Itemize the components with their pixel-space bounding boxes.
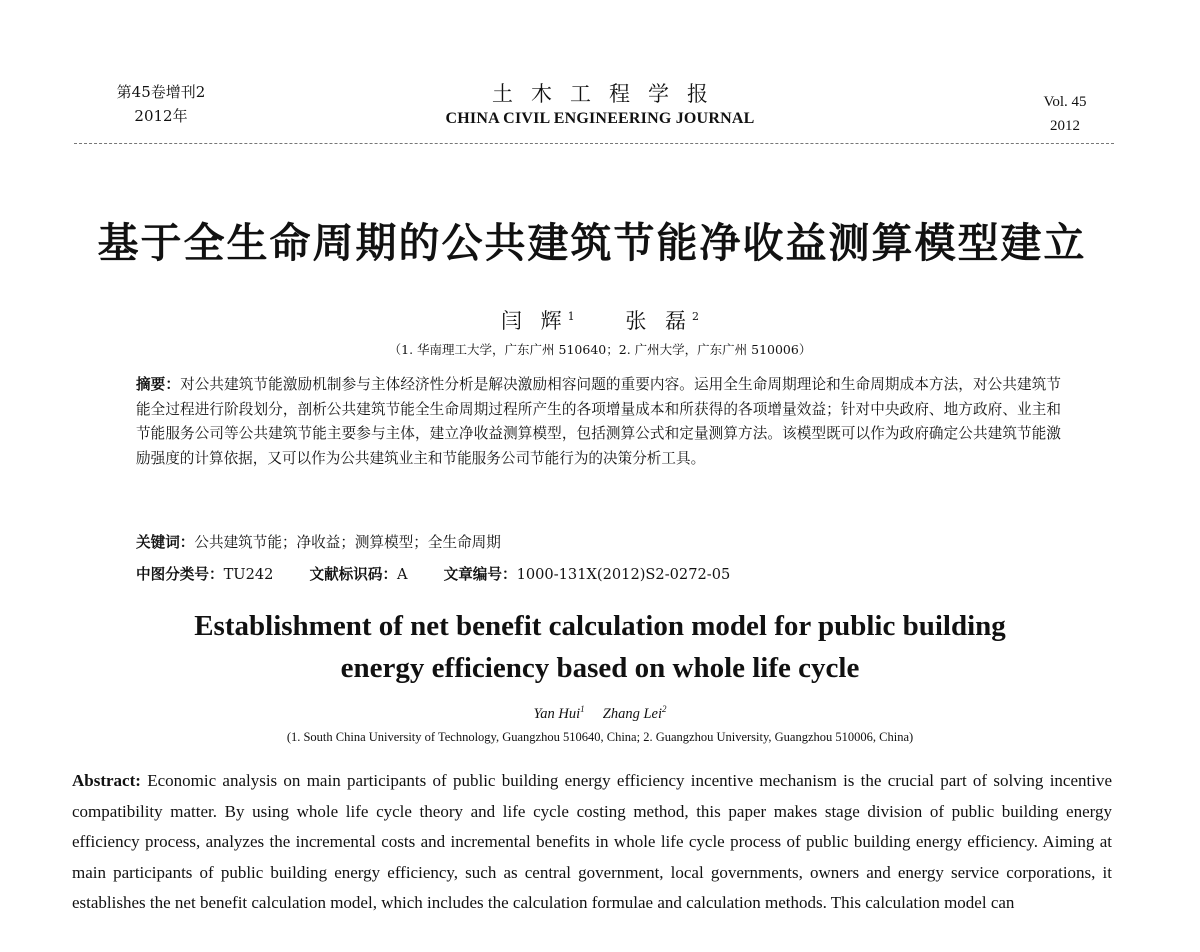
- journal-name-en: CHINA CIVIL ENGINEERING JOURNAL: [445, 110, 755, 127]
- paper-title-cn: 基于全生命周期的公共建筑节能净收益测算模型建立: [97, 219, 1087, 267]
- author-name: 张 磊: [625, 309, 693, 333]
- affiliation-cn: （1. 华南理工大学，广东广州 510640；2. 广州大学，广东广州 510006）: [388, 342, 812, 357]
- authors-en: [300, 704, 900, 723]
- author-affil-mark: 2: [661, 704, 667, 714]
- doc-code-value: A: [397, 566, 408, 583]
- year-cn: 2012年: [134, 107, 188, 125]
- keywords-cn: [136, 531, 1061, 552]
- clc-value: TU242: [223, 566, 274, 583]
- article-no-label: 文章编号：: [443, 566, 517, 583]
- clc-label: 中图分类号：: [136, 566, 224, 583]
- year-en: 2012: [1050, 118, 1080, 134]
- author-affil-mark: 2: [692, 310, 700, 323]
- classification-line: [136, 563, 1061, 584]
- keywords-cn-text: 公共建筑节能；净收益；测算模型；全生命周期: [194, 534, 501, 551]
- author-name-en: Zhang Lei: [602, 705, 662, 722]
- authors-cn: [300, 305, 900, 335]
- volume-en: Vol. 45: [1043, 94, 1087, 110]
- keywords-cn-label: 关键词：: [136, 534, 195, 551]
- author-name: 闫 辉: [500, 309, 568, 333]
- doc-code-label: 文献标识码：: [309, 566, 398, 583]
- abstract-cn-text: 对公共建筑节能激励机制参与主体经济性分析是解决激励相容问题的重要内容。运用全生命周期理论和生命周期成本方法，对公共建筑节能全过程进行阶段划分，剖析公共建筑节能全生命周期过程所产生的各项增量成本和所获得的各项增量效益；针对中央政府、地方政府、业主和节能服务公司等公共建筑节能主要参与主体，建立净收益测算模型，包括测算公式和定量测算方法。该模型既可以作为政府确定公共建筑节能激励强度的计算依据，又可以作为公共建筑业主和节能服务公司节能行为的决策分析工具。: [136, 376, 1061, 467]
- title-en-line-2: energy efficiency based on whole life cycle: [340, 652, 860, 684]
- header-issue-en: [1010, 90, 1120, 138]
- author-affil-mark: 1: [580, 704, 585, 714]
- author-name-en: Yan Hui: [533, 705, 581, 722]
- abstract-cn-label: 摘要：: [136, 376, 181, 393]
- title-en-line-1: Establishment of net benefit calculation model for public building: [194, 610, 1006, 642]
- affiliation-en: (1. South China University of Technology, Guangzhou 510640, China; 2. Guangzhou University, Guangzhou 510006, China): [286, 730, 914, 744]
- abstract-cn: [136, 373, 1061, 471]
- volume-cn: 第45卷增刊2: [116, 83, 206, 101]
- journal-masthead: [380, 80, 820, 128]
- article-no-value: 1000-131X(2012)S2-0272-05: [516, 566, 731, 583]
- author-affil-mark: 1: [567, 310, 575, 323]
- journal-name-cn: 土木工程学报: [492, 82, 726, 106]
- abstract-en-label: Abstract:: [72, 771, 141, 790]
- abstract-en: [72, 766, 1112, 919]
- abstract-en-text: Economic analysis on main participants of public building energy efficiency incentive mechanism is the crucial part of solving incentive compatibility matter. By using whole life cycle theory and life cycle costing method, this paper makes stage division of public building energy efficiency process, analyzes the incremental costs and incremental benefits in whole life cycle process of public building energy efficiency. Aiming at main participants of public building energy efficiency, such as central government, local governments, owners and energy service corporations, it establishes the net benefit calculation model, which includes the calculation formulae and calculation methods. This calculation model can: [72, 771, 1113, 912]
- paper-title-en: [150, 605, 1050, 689]
- header-divider: [74, 143, 1114, 144]
- header-issue-cn: [86, 80, 236, 128]
